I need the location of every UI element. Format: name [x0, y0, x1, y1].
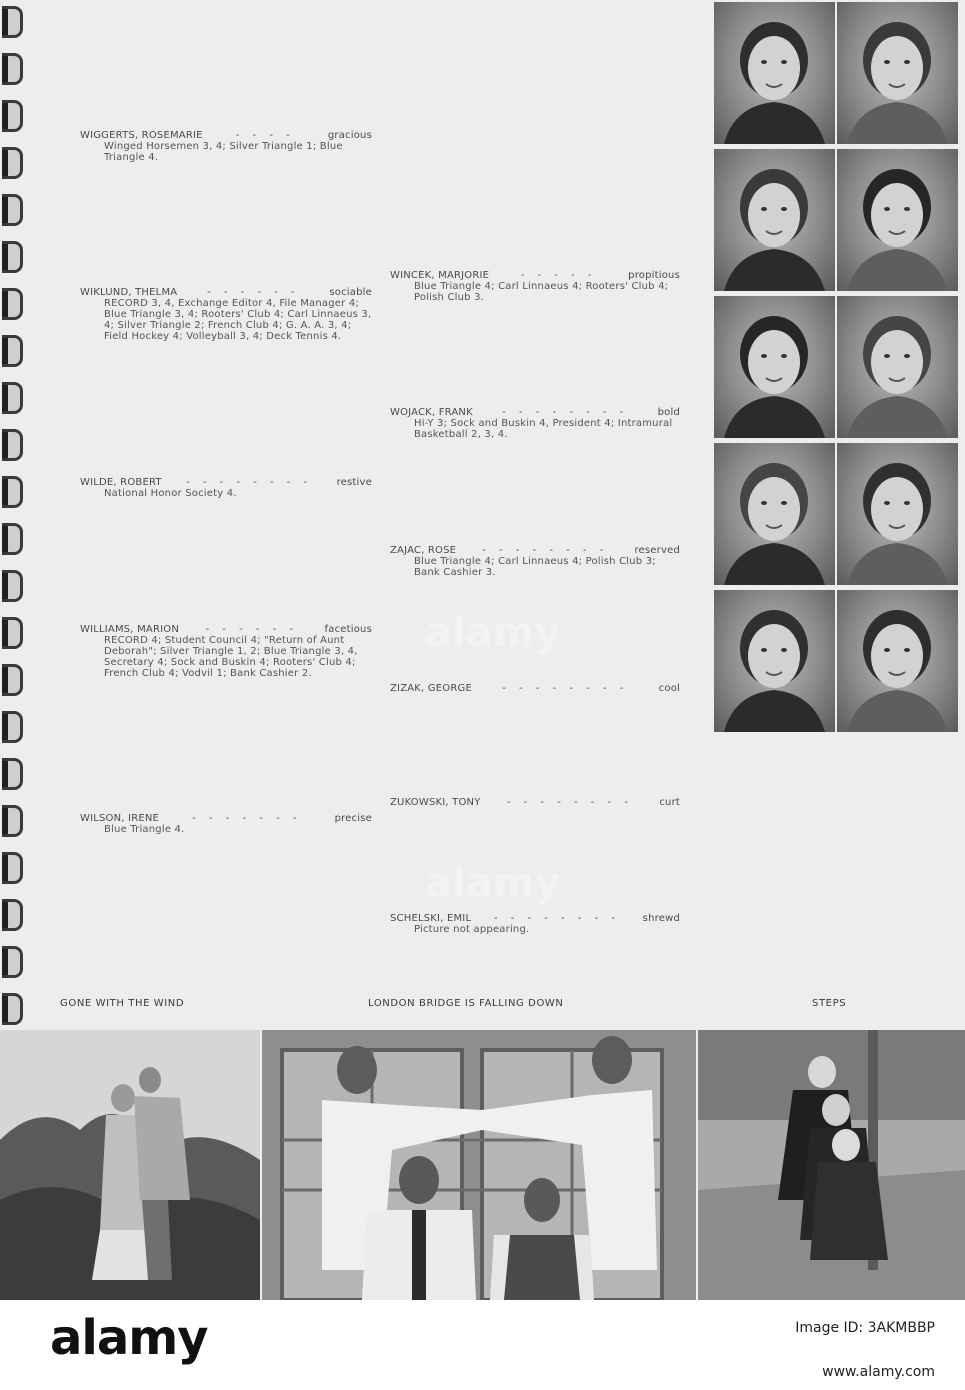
photo-london-bridge — [262, 1030, 696, 1300]
watermark-alamy: alamy — [425, 610, 561, 656]
footer-meta — [795, 1320, 935, 1380]
portrait-photo — [714, 443, 835, 585]
entry-name: WILDE, ROBERT — [80, 477, 162, 488]
entry-activities: Winged Horsemen 3, 4; Silver Triangle 1; Blue Triangle 4. — [104, 141, 343, 163]
portrait-photo — [714, 296, 835, 438]
binding-coil — [2, 241, 23, 273]
portrait-photo — [837, 2, 958, 144]
portrait-photo — [714, 590, 835, 732]
entry-trait: restive — [336, 477, 372, 488]
binding-coil — [2, 194, 23, 226]
entry-activities: Hi-Y 3; Sock and Buskin 4, President 4; Intramural Basketball 2, 3, 4. — [414, 418, 673, 440]
portrait-photo — [837, 590, 958, 732]
entry-wojack: WOJACK, FRANK - - - - - - - - bold Hi-Y 3; Sock and Buskin 4, President 4; Intramural Basketball 2, 3, 4. — [390, 407, 680, 440]
binding-coil — [2, 899, 23, 931]
entry-name: ZUKOWSKI, TONY — [390, 797, 481, 808]
entry-name: WIKLUND, THELMA — [80, 287, 178, 298]
photo-gone-with-the-wind — [0, 1030, 260, 1300]
entry-wincek: WINCEK, MARJORIE - - - - - propitious Blue Triangle 4; Carl Linnaeus 4; Rooters' Club 4; Polish Club 3. — [390, 270, 680, 303]
photo-steps — [698, 1030, 965, 1300]
entry-activities: RECORD 3, 4, Exchange Editor 4, File Manager 4; Blue Triangle 3, 4; Rooters' Club 4; Carl Linnaeus 3, 4; Silver Triangle 2; French Club 4; G. A. A. 3, 4; Field Hockey 4; Volleyball 3, 4; Deck Tennis 4. — [104, 298, 372, 342]
entry-name: WILLIAMS, MARION — [80, 624, 180, 635]
binding-coil — [2, 570, 23, 602]
entry-activities: National Honor Society 4. — [104, 488, 237, 499]
entry-trait: reserved — [634, 545, 680, 556]
entry-schelski: SCHELSKI, EMIL - - - - - - - - shrewd Picture not appearing. — [390, 913, 680, 935]
binding-coil — [2, 100, 23, 132]
portrait-photo — [837, 296, 958, 438]
caption-steps: STEPS — [812, 998, 847, 1009]
entry-trait: bold — [657, 407, 680, 418]
portrait-photo — [714, 149, 835, 291]
image-id: Image ID: 3AKMBBP — [795, 1320, 935, 1336]
entry-wilde: WILDE, ROBERT - - - - - - - - restive National Honor Society 4. — [80, 477, 372, 499]
entry-activities: RECORD 4; Student Council 4; "Return of Aunt Deborah"; Silver Triangle 1, 2; Blue Triangle 3, 4, Secretary 4; Sock and Buskin 4; Rooters' Club 4; French Club 4; Vodvil 1; Bank Cashier 2. — [104, 635, 358, 679]
binding-coil — [2, 852, 23, 884]
entry-activities: Blue Triangle 4; Carl Linnaeus 4; Rooters' Club 4; Polish Club 3. — [414, 281, 669, 303]
entry-wiklund: WIKLUND, THELMA - - - - - - sociable RECORD 3, 4, Exchange Editor 4, File Manager 4; Blue Triangle 3, 4; Rooters' Club 4; Carl Linnaeus 3, 4; Silver Triangle 2; French Club 4; G. A. A. 3, 4; Field Hockey 4; Volleyball 3, 4; Deck Tennis 4. — [80, 287, 372, 342]
entry-williams: WILLIAMS, MARION - - - - - - facetious RECORD 4; Student Council 4; "Return of Aunt Deborah"; Silver Triangle 1, 2; Blue Triangle 3, 4, Secretary 4; Sock and Buskin 4; Rooters' Club 4; French Club 4; Vodvil 1; Bank Cashier 2. — [80, 624, 372, 679]
entry-activities: Blue Triangle 4; Carl Linnaeus 4; Polish Club 3; Bank Cashier 3. — [414, 556, 656, 578]
binding-coil — [2, 147, 23, 179]
entry-name: WOJACK, FRANK — [390, 407, 473, 418]
entry-wiggerts: WIGGERTS, ROSEMARIE - - - - gracious Winged Horsemen 3, 4; Silver Triangle 1; Blue Triangle 4. — [80, 130, 372, 163]
entry-trait: curt — [659, 797, 680, 808]
binding-coil — [2, 664, 23, 696]
entry-zajac: ZAJAC, ROSE - - - - - - - - reserved Blue Triangle 4; Carl Linnaeus 4; Polish Club 3; Bank Cashier 3. — [390, 545, 680, 578]
entry-name: WINCEK, MARJORIE — [390, 270, 490, 281]
binding-coil — [2, 758, 23, 790]
caption-gone-with-the-wind: GONE WITH THE WIND — [60, 998, 185, 1009]
entry-trait: gracious — [327, 130, 372, 141]
entry-name: ZAJAC, ROSE — [390, 545, 457, 556]
entry-wilson: WILSON, IRENE - - - - - - - precise Blue Triangle 4. — [80, 813, 372, 835]
binding-coil — [2, 711, 23, 743]
binding-coil — [2, 6, 23, 38]
footer-logo: alamy — [50, 1310, 208, 1366]
binding-coil — [2, 805, 23, 837]
entry-trait: propitious — [628, 270, 680, 281]
entry-name: WIGGERTS, ROSEMARIE — [80, 130, 203, 141]
entry-trait: shrewd — [642, 913, 680, 924]
binding-coil — [2, 53, 23, 85]
binding-coil — [2, 523, 23, 555]
entry-zukowski: ZUKOWSKI, TONY - - - - - - - - curt — [390, 797, 680, 808]
entry-trait: facetious — [324, 624, 372, 635]
binding-coil — [2, 335, 23, 367]
footer-url: www.alamy.com — [822, 1364, 935, 1380]
binding-coil — [2, 993, 23, 1025]
entry-activities: Blue Triangle 4. — [104, 824, 185, 835]
entry-name: ZIZAK, GEORGE — [390, 683, 472, 694]
entry-zizak: ZIZAK, GEORGE - - - - - - - - cool — [390, 683, 680, 694]
entry-activities: Picture not appearing. — [414, 924, 530, 935]
binding-coil — [2, 382, 23, 414]
portrait-photo — [837, 149, 958, 291]
portrait-photo — [714, 2, 835, 144]
binding-coil — [2, 476, 23, 508]
binding-coil — [2, 946, 23, 978]
portrait-photo — [837, 443, 958, 585]
entry-trait: cool — [658, 683, 680, 694]
entry-trait: sociable — [329, 287, 372, 298]
caption-london-bridge: LONDON BRIDGE IS FALLING DOWN — [368, 998, 564, 1009]
binding-coil — [2, 617, 23, 649]
entry-name: SCHELSKI, EMIL — [390, 913, 472, 924]
binding-coil — [2, 429, 23, 461]
watermark-alamy: alamy — [425, 860, 561, 906]
entry-name: WILSON, IRENE — [80, 813, 160, 824]
binding-coil — [2, 288, 23, 320]
entry-trait: precise — [334, 813, 372, 824]
